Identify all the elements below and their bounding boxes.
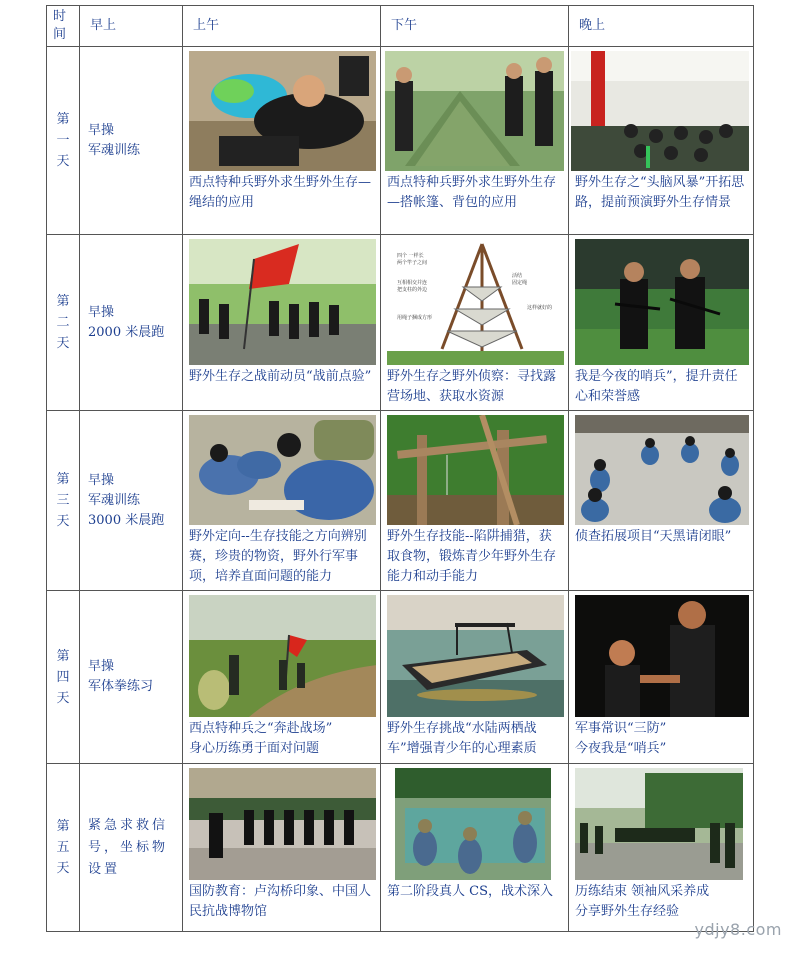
pm-cell	[381, 235, 569, 411]
eve-cell	[569, 47, 754, 235]
am-caption: 西点特种兵野外求生野外生存—绳结的应用	[189, 175, 372, 210]
svg-text:这样就好的: 这样就好的	[527, 305, 553, 311]
svg-text:互相相交并连: 互相相交并连	[397, 280, 428, 286]
header-row	[47, 6, 754, 47]
photo-tent	[385, 51, 564, 171]
svg-text:用绳子捆成方形: 用绳子捆成方形	[397, 315, 433, 321]
day-label: 第 一 天	[47, 47, 80, 235]
header-eve: 晚上	[569, 6, 754, 47]
day-row	[47, 235, 754, 411]
photo-classroom	[571, 51, 749, 171]
svg-text:把支柱的外边: 把支柱的外边	[397, 287, 428, 293]
header-early: 早上	[80, 6, 183, 47]
day-row	[47, 411, 754, 591]
svg-text:固定绳: 固定绳	[512, 280, 528, 286]
am-cell	[183, 47, 381, 235]
day-label: 第 五 天	[47, 764, 80, 932]
am-cell	[183, 411, 381, 591]
photo-game-circle	[575, 415, 749, 525]
eve-cell	[569, 235, 754, 411]
photo-amphibious-vehicle	[387, 595, 564, 717]
morning-activity: 早操 军魂训练	[80, 47, 183, 235]
am-caption: 国防教育：卢沟桥印象、中国人民抗战博物馆	[189, 884, 372, 919]
pm-caption: 野外生存挑战“水陆两栖战车”增强青少年的心理素质	[387, 721, 537, 756]
pm-cell	[381, 591, 569, 764]
morning-activity: 早操 军魂训练 3000 米晨跑	[80, 411, 183, 591]
photo-orienteering	[189, 415, 376, 525]
svg-text:活结: 活结	[512, 273, 523, 279]
pm-cell	[381, 764, 569, 932]
eve-caption: 军事常识“三防” 今夜我是“哨兵”	[575, 721, 667, 756]
photo-sentry-night	[575, 239, 749, 365]
photo-closing	[575, 768, 743, 880]
header-pm: 下午	[381, 6, 569, 47]
pm-caption: 野外生存技能--陷阱捕猎，获取食物，锻炼青少年野外生存能力和动手能力	[387, 529, 557, 584]
photo-museum-visit	[189, 768, 376, 880]
day-label: 第 二 天	[47, 235, 80, 411]
morning-activity: 早操 军体拳练习	[80, 591, 183, 764]
day-row	[47, 47, 754, 235]
pm-caption: 西点特种兵野外求生野外生存—搭帐篷、背包的应用	[387, 175, 557, 210]
photo-trap	[387, 415, 564, 525]
day-row	[47, 764, 754, 932]
eve-caption: 野外生存之“头脑风暴”开拓思路，提前预演野外生存情景	[575, 175, 745, 210]
header-time-line2: 间	[53, 27, 67, 42]
eve-caption: 历练结束 领袖风采养成 分享野外生存经验	[575, 884, 710, 919]
photo-real-cs	[395, 768, 558, 880]
photo-march-battlefield	[189, 595, 376, 717]
watermark: ydjy8.com	[694, 920, 782, 939]
am-caption: 西点特种兵之“奔赴战场” 身心历练勇于面对问题	[189, 721, 333, 756]
day-row	[47, 591, 754, 764]
photo-rope-knot	[189, 51, 376, 171]
eve-cell	[569, 411, 754, 591]
header-am: 上午	[183, 6, 381, 47]
svg-text:四个 一样长: 四个 一样长	[397, 253, 424, 259]
day-label: 第 四 天	[47, 591, 80, 764]
eve-cell	[569, 591, 754, 764]
header-time-line1: 时	[53, 9, 67, 24]
morning-activity: 早操 2000 米晨跑	[80, 235, 183, 411]
photo-night-sentry	[575, 595, 749, 717]
svg-text:两个竿子之间: 两个竿子之间	[397, 260, 428, 266]
am-caption: 野外定向--生存技能之方向辨别赛，珍贵的物资，野外行军事项，培养直面问题的能力	[189, 529, 367, 584]
pm-cell	[381, 411, 569, 591]
header-time	[47, 6, 80, 47]
am-cell	[183, 235, 381, 411]
pm-cell	[381, 47, 569, 235]
am-cell	[183, 764, 381, 932]
eve-caption: 侦查拓展项目“天黑请闭眼”	[575, 529, 732, 544]
schedule-table	[46, 5, 754, 932]
am-caption: 野外生存之战前动员“战前点验”	[189, 369, 372, 384]
pm-caption: 第二阶段真人 CS，战术深入	[387, 884, 553, 899]
am-cell	[183, 591, 381, 764]
morning-activity: 紧急求救信号，坐标物设置	[80, 764, 183, 932]
eve-cell	[569, 764, 754, 932]
eve-caption: 我是今夜的哨兵”，提升责任心和荣誉感	[575, 369, 738, 404]
photo-mobilization	[189, 239, 376, 365]
day-label: 第 三 天	[47, 411, 80, 591]
pm-caption: 野外生存之野外侦察：寻找露营场地、获取水资源	[387, 369, 557, 404]
diagram-shelter	[387, 239, 564, 365]
